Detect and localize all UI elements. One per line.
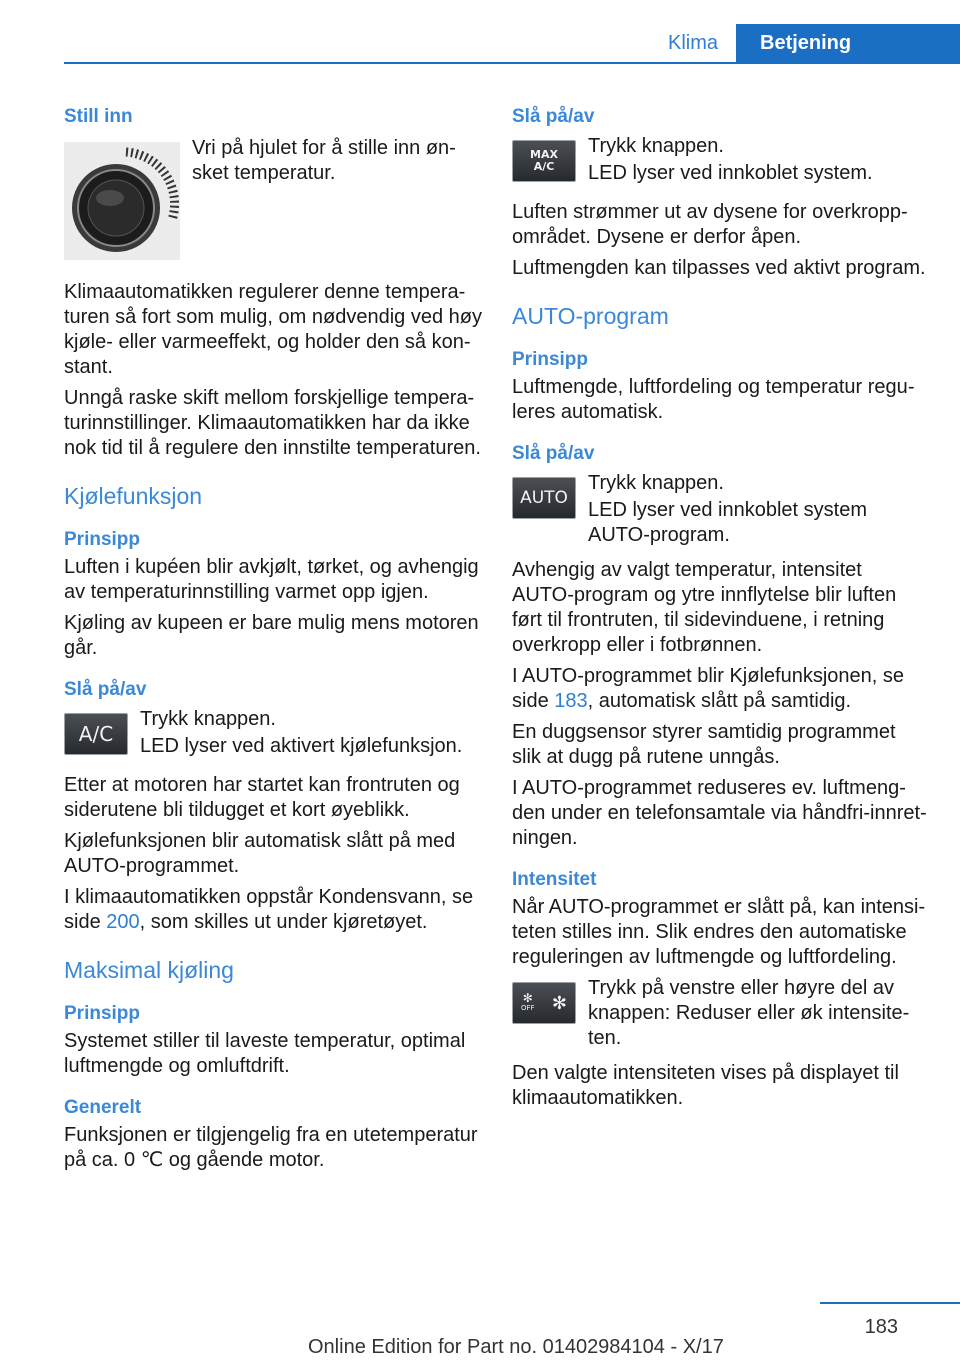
- press-button-text: Trykk knappen.: [588, 135, 724, 157]
- edition-note: Online Edition for Part no. 01402984104 - X/17: [308, 1336, 724, 1358]
- paragraph-text: , automatisk slått på samtidig.: [587, 690, 852, 712]
- paragraph: Når AUTO-programmet er slått på, kan intensiteten stilles inn. Slik endres den automatiske reguleringen av luftmengde og luftfordeling.: [512, 896, 926, 968]
- paragraph: Kjølefunksjonen blir automatisk slått på med AUTO-programmet.: [64, 830, 456, 877]
- paragraph: Luften strømmer ut av dysene for overkropp-området. Dysene er derfor åpen.: [512, 201, 908, 248]
- ac-label: A/C: [533, 160, 555, 173]
- heading-still-inn: Still inn: [64, 106, 133, 127]
- page-link-183[interactable]: 183: [554, 690, 588, 712]
- right-column: [512, 104, 928, 1117]
- heading-sla-pa-av: Slå på/av: [512, 443, 595, 464]
- press-button-text: Trykk knappen.: [588, 472, 724, 494]
- heading-sla-pa-av: Slå på/av: [512, 106, 595, 127]
- max-label: MAX: [530, 148, 558, 161]
- paragraph: Kjøling av kupeen er bare mulig mens motoren går.: [64, 612, 479, 659]
- paragraph: Luftmengde, luftfordeling og temperatur reguleres automatisk.: [512, 376, 915, 423]
- heading-sla-pa-av: Slå på/av: [64, 679, 147, 700]
- paragraph: En duggsensor styrer samtidig programmet slik at dugg på rutene unngås.: [512, 721, 896, 768]
- knob-icon: [64, 142, 180, 260]
- paragraph: Luften i kupéen blir avkjølt, tørket, og avhengig av temperaturinnstilling varmet opp igjen.: [64, 556, 479, 603]
- page-link-200[interactable]: 200: [106, 911, 140, 933]
- press-button-text: Trykk knappen.: [140, 708, 276, 730]
- paragraph: Luftmengden kan tilpasses ved aktivt program.: [512, 257, 926, 279]
- paragraph-text: I AUTO-programmet blir Kjølefunksjonen, se side: [512, 665, 905, 712]
- fan-intensity-button-icon: [512, 982, 576, 1024]
- led-text: LED lyser ved aktivert kjølefunksjon.: [140, 735, 463, 757]
- fan-off-icon: ✻ OFF: [521, 991, 535, 1012]
- page-number: 183: [864, 1316, 898, 1338]
- auto-button-icon: AUTO: [512, 477, 576, 519]
- left-column: [64, 104, 484, 1179]
- ac-button-icon: A/C: [64, 713, 128, 755]
- paragraph: Systemet stiller til laveste temperatur, optimal luftmengde og omluftdrift.: [64, 1030, 466, 1077]
- paragraph: [64, 885, 484, 935]
- temperature-knob-image: [64, 142, 180, 260]
- paragraph-text: I klimaautomatikken oppstår Kondensvann, se side: [64, 886, 474, 933]
- fan-off-label: OFF: [521, 1004, 535, 1012]
- paragraph: Etter at motoren har startet kan frontruten og siderutene bli tildugget et kort øyeblikk.: [64, 774, 460, 821]
- heading-generelt: Generelt: [64, 1097, 142, 1118]
- heading-prinsipp: Prinsipp: [512, 349, 589, 370]
- paragraph: Klimaautomatikken regulerer denne temperaturen så fort som mulig, om nødvendig ved høy kjøle- eller varmeeffekt, og holder den så konstant.: [64, 281, 482, 378]
- section-title-auto-program: AUTO-program: [512, 303, 669, 329]
- section-title-kjolefunksjon: Kjølefunksjon: [64, 483, 203, 509]
- still-inn-text: Vri på hjulet for å stille inn ønsket temperatur.: [192, 137, 456, 184]
- max-ac-button-icon: [512, 140, 576, 182]
- paragraph: Avhengig av valgt temperatur, intensitet AUTO-program og ytre innflytelse blir luften ført til frontruten, til sidevinduene, i retning overkropp eller i fotbrønnen.: [512, 559, 897, 656]
- fan-icon: ✻: [551, 992, 567, 1014]
- paragraph: Unngå raske skift mellom forskjellige temperaturinnstillinger. Klimaautomatikken har da ikke nok tid til å regulere den innstilte temperaturen.: [64, 387, 481, 459]
- paragraph: Funksjonen er tilgjengelig fra en utetemperatur på ca. 0 ℃ og gående motor.: [64, 1124, 478, 1171]
- paragraph: [512, 664, 928, 714]
- header-rule: [64, 62, 960, 64]
- led-text: LED lyser ved innkoblet system.: [588, 162, 873, 184]
- heading-prinsipp: Prinsipp: [64, 529, 141, 550]
- heading-intensitet: Intensitet: [512, 869, 597, 890]
- paragraph: Den valgte intensiteten vises på displayet til klimaautomatikken.: [512, 1062, 899, 1109]
- footer-rule: [820, 1302, 960, 1304]
- led-text: LED lyser ved innkoblet system AUTO-program.: [588, 499, 868, 546]
- heading-prinsipp: Prinsipp: [64, 1003, 141, 1024]
- header-tab-betjening[interactable]: Betjening: [736, 24, 960, 62]
- paragraph-text: , som skilles ut under kjøretøyet.: [139, 911, 428, 933]
- paragraph: I AUTO-programmet reduseres ev. luftmengden under en telefonsamtale via håndfri-innretningen.: [512, 777, 927, 849]
- fan-intensity-text: Trykk på venstre eller høyre del av knappen: Reduser eller øk intensiteten.: [588, 977, 910, 1049]
- header-section-klima[interactable]: Klima: [667, 32, 718, 54]
- section-title-maksimal-kjoling: Maksimal kjøling: [64, 957, 234, 983]
